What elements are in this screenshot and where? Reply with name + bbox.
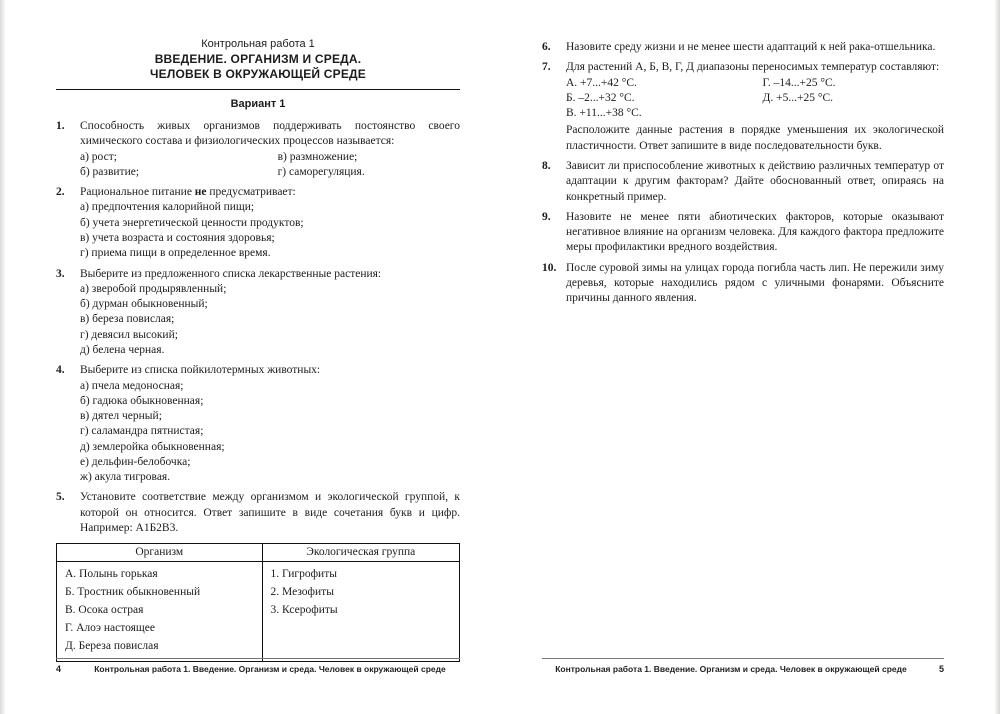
answer-option: б) гадюка обыкновенная; [80,394,204,407]
page-right [500,0,1000,714]
question-number: 10. [542,261,557,274]
question-text: Способность живых организмов поддерживать постоянство своего химического состава и физиологических процессов называется: [80,120,460,148]
question-item [542,60,944,154]
question-body [80,185,460,261]
answer-option: е) дельфин-белобочка; [80,455,191,468]
answer-option-row [80,150,460,165]
question-text: Назовите не менее пяти абиотических факторов, которые оказывают негативное влияние на организм человека. Для каждого фактора предложите меры профилактики вредного воздействия. [566,210,944,254]
work-subtitle: Контрольная работа 1 [201,38,315,50]
question-number: 7. [542,61,551,74]
table-line: 1. Гигрофиты [270,568,337,581]
answer-option: а) зверобой продырявленный; [80,282,227,295]
answer-option-row [566,76,944,91]
question-number: 6. [542,41,551,53]
question-body [566,261,944,307]
answer-option: в) учета возраста и состояния здоровья; [80,231,275,244]
answer-option-row [80,165,460,180]
table-header-organism: Организм [57,544,263,562]
answer-option-row [566,106,944,121]
answer-option: г) приема пищи в определенное время. [80,247,271,260]
answer-option: Д. +5...+25 °С. [762,91,834,104]
question-item [56,267,460,359]
answer-option: в) дятел черный; [80,410,162,423]
question-number: 8. [542,159,551,172]
table-line: Б. Тростник обыкновенный [65,586,201,599]
question-item [542,40,944,55]
answer-option: г) девясил высокий; [80,328,178,341]
answer-option: д) белена черная. [80,343,165,356]
question-item [56,490,460,536]
table-line: 2. Мезофиты [270,586,334,599]
question-number: 3. [56,267,65,280]
page-footer-left [56,658,460,674]
header-rule [56,89,460,90]
table-line: Д. Береза повислая [65,639,159,652]
answer-option: а) рост; [80,150,117,163]
document-header [56,38,460,82]
question-text: Выберите из списка пойкилотермных животных: [80,364,321,377]
question-followup: Расположите данные растения в порядке уменьшения их экологической пластичности. Ответ запишите в виде последовательности букв. [566,124,944,152]
question-body [80,267,460,359]
answer-option: б) развитие; [80,165,140,178]
answer-option: ж) акула тигровая. [80,471,171,484]
answer-option: в) размножение; [277,150,358,163]
question-item [56,363,460,485]
answer-option: в) береза повислая; [80,313,175,326]
table-line: 3. Ксерофиты [270,603,338,616]
table-line: Г. Алоэ настоящее [65,621,155,634]
question-item [542,210,944,256]
answer-option: б) учета энергетической ценности продуктов; [80,216,304,229]
running-title: Контрольная работа 1. Введение. Организм и среда. Человек в окружающей среде [555,664,907,674]
variant-title: Вариант 1 [230,98,286,110]
table-organism-list [57,562,263,662]
answer-option [763,106,944,121]
question-item [542,159,944,205]
question-body [566,159,944,205]
question-text: Назовите среду жизни и не менее шести адаптаций к ней рака-отшельника. [566,41,936,53]
question-body [80,119,460,180]
question-body [80,363,460,485]
question-text: После суровой зимы на улицах города погибла часть лип. Не пережили зиму деревья, которые находились рядом с уличными фонарями. Объясните причины данного явления. [566,261,944,305]
question-text: Установите соответствие между организмом и экологической группой, к которой он относится. Ответ запишите в виде сочетания букв и цифр. Например: А1Б2В3. [80,491,460,535]
answer-option: б) дурман обыкновенный; [80,298,208,311]
answer-option: а) пчела медоносная; [80,379,184,392]
matching-table [56,543,460,662]
question-number: 1. [56,120,65,132]
table-header-group: Экологическая группа [262,544,459,562]
questions-left [56,119,460,536]
question-body [566,210,944,256]
answer-option: г) саламандра пятнистая; [80,425,204,438]
page-number: 5 [938,664,944,674]
questions-right [542,40,944,307]
question-item [56,185,460,261]
question-text: Выберите из предложенного списка лекарственные растения: [80,267,382,280]
answer-option: г) саморегуляция. [277,165,365,178]
answer-option: а) предпочтения калорийной пищи; [80,201,255,214]
question-item [542,261,944,307]
question-body [566,40,944,55]
answer-option: Б. –2...+32 °С. [566,91,635,104]
table-line: А. Полынь горькая [65,568,158,581]
answer-option: д) землеройка обыкновенная; [80,440,225,453]
answer-option: А. +7...+42 °С. [566,76,637,89]
question-text: Зависит ли приспособление животных к действию различных температур от адаптации к другим факторам? Дайте обоснованный ответ, опираясь на конкретный пример. [566,159,944,203]
question-item [56,119,460,180]
work-title-line2: ЧЕЛОВЕК В ОКРУЖАЮЩЕЙ СРЕДЕ [150,67,366,81]
question-body [566,60,944,154]
question-text: Для растений А, Б, В, Г, Д диапазоны переносимых температур составляют: [566,61,940,74]
page-number: 4 [56,664,62,674]
answer-option: В. +11...+38 °С. [566,107,642,120]
question-text: Рациональное питание не предусматривает: [80,186,296,199]
answer-option-row [566,91,944,106]
question-number: 9. [542,210,551,223]
question-body [80,490,460,536]
table-group-list [262,562,459,662]
answer-option: Г. –14...+25 °С. [762,76,836,89]
question-number: 5. [56,491,65,504]
table-line: В. Осока острая [65,603,144,616]
work-title-line1: ВВЕДЕНИЕ. ОРГАНИЗМ И СРЕДА. [154,52,362,66]
running-title: Контрольная работа 1. Введение. Организм и среда. Человек в окружающей среде [94,664,446,674]
question-number: 2. [56,186,65,199]
question-number: 4. [56,364,65,377]
page-footer-right [542,658,944,674]
